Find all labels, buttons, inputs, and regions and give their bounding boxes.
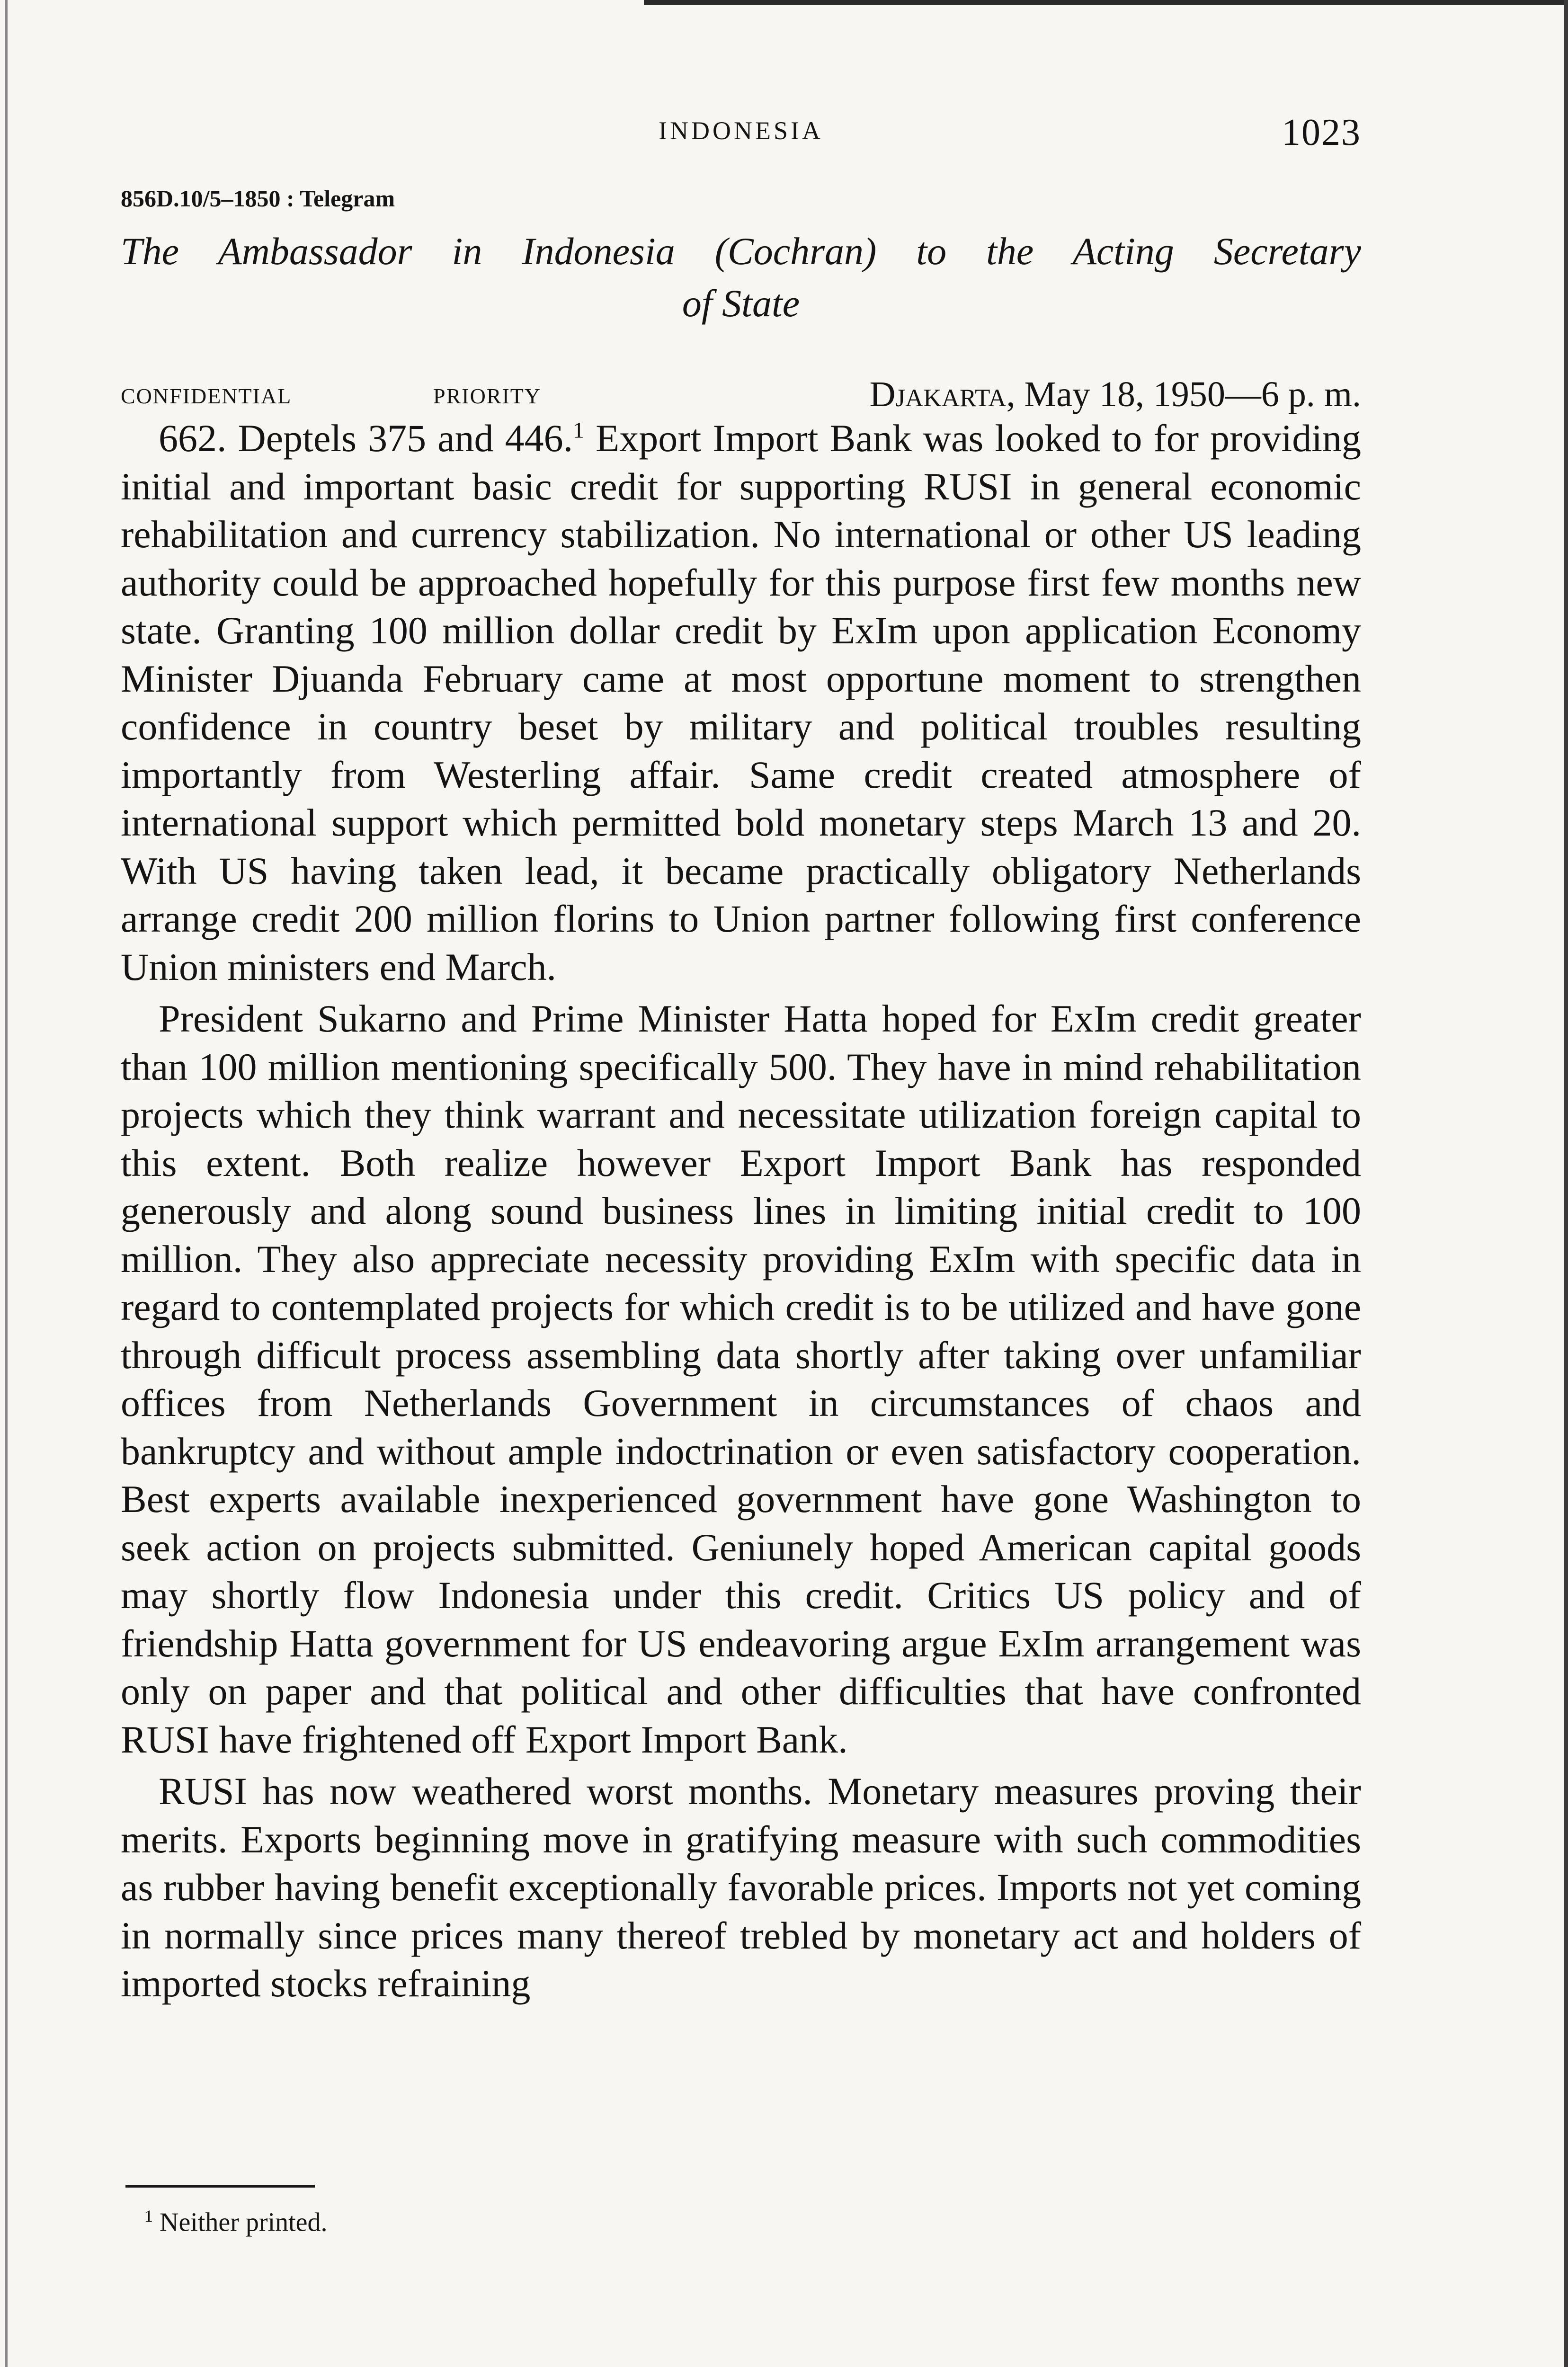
paragraph-3: RUSI has now weathered worst months. Monetary measures proving their merits. Exports beginning move in gratifying measure with such commodities as rubber having benefit exceptionally favorable prices. Imports not yet coming in normally since prices many thereof trebled by monetary act and holders of imported stocks refraining <box>121 1770 1361 2005</box>
place: Djakarta <box>869 374 1007 414</box>
file-reference: 856D.10/5–1850 : Telegram <box>121 185 395 212</box>
paragraph-1-rest: Export Import Bank was looked to for providing initial and important basic credit for supporting RUSI in general economic rehabilitation and currency stabilization. No international or other US leading authority could be approached hopefully for this purpose first few months new state. Granting 100 million dollar credit by ExIm upon application Economy Minister Djuanda February came at most opportune moment to strengthen confidence in country beset by military and political troubles resulting importantly from Westerling affair. Same credit created atmosphere of international support which permitted bold monetary steps March 13 and 20. With US having taken lead, it became practically obligatory Netherlands arrange credit 200 million florins to Union partner following first conference Union ministers end March. <box>121 417 1361 988</box>
document-page <box>121 0 1361 2367</box>
scan-right-edge <box>1564 0 1568 2367</box>
classification-label: CONFIDENTIAL <box>121 384 292 408</box>
date: , May 18, 1950—6 p. m. <box>1006 374 1361 414</box>
footnote-text: Neither printed. <box>153 2207 328 2237</box>
footnote-reference: 1 <box>573 418 585 443</box>
priority-label: PRIORITY <box>433 384 542 408</box>
scan-left-edge <box>5 0 8 2367</box>
place-and-date <box>870 374 1361 415</box>
dateline-row <box>121 374 1361 417</box>
footnote-divider <box>125 2185 315 2188</box>
page-number: 1023 <box>1282 112 1361 153</box>
document-title-line-2: of State <box>682 282 800 325</box>
paragraph-2: President Sukarno and Prime Minister Hatta hoped for ExIm credit greater than 100 million mentioning specifically 500. They have in mind rehabilitation projects which they think warrant and necessitate utilization foreign capital to this extent. Both realize however Export Import Bank has responded generously and along sound business lines in limiting initial credit to 100 million. They also appreciate necessity providing ExIm with specific data in regard to contemplated projects for which credit is to be utilized and have gone through difficult process assembling data shortly after taking over unfamiliar offices from Netherlands Government in circumstances of chaos and bankruptcy and without ample indoctrination or even satisfactory cooperation. Best experts available inexperienced government have gone Washington to seek action on projects submitted. Geniunely hoped American capital goods may shortly flow Indonesia under this credit. Critics US policy and of friendship Hatta government for US endeavoring argue ExIm arrangement was only on paper and that political and other difficulties that have confronted RUSI have frightened off Export Import Bank. <box>121 997 1361 1761</box>
footnote <box>144 2206 328 2238</box>
running-title: INDONESIA <box>659 116 823 145</box>
paragraph-1 <box>121 414 1361 991</box>
telegram-body <box>121 414 1361 2011</box>
document-title-line-1: The Ambassador in Indonesia (Cochran) to the Acting Secretary <box>121 230 1361 273</box>
running-head <box>121 111 1361 159</box>
footnote-mark: 1 <box>144 2207 153 2225</box>
paragraph-1-start: 662. Deptels 375 and 446. <box>159 417 573 460</box>
